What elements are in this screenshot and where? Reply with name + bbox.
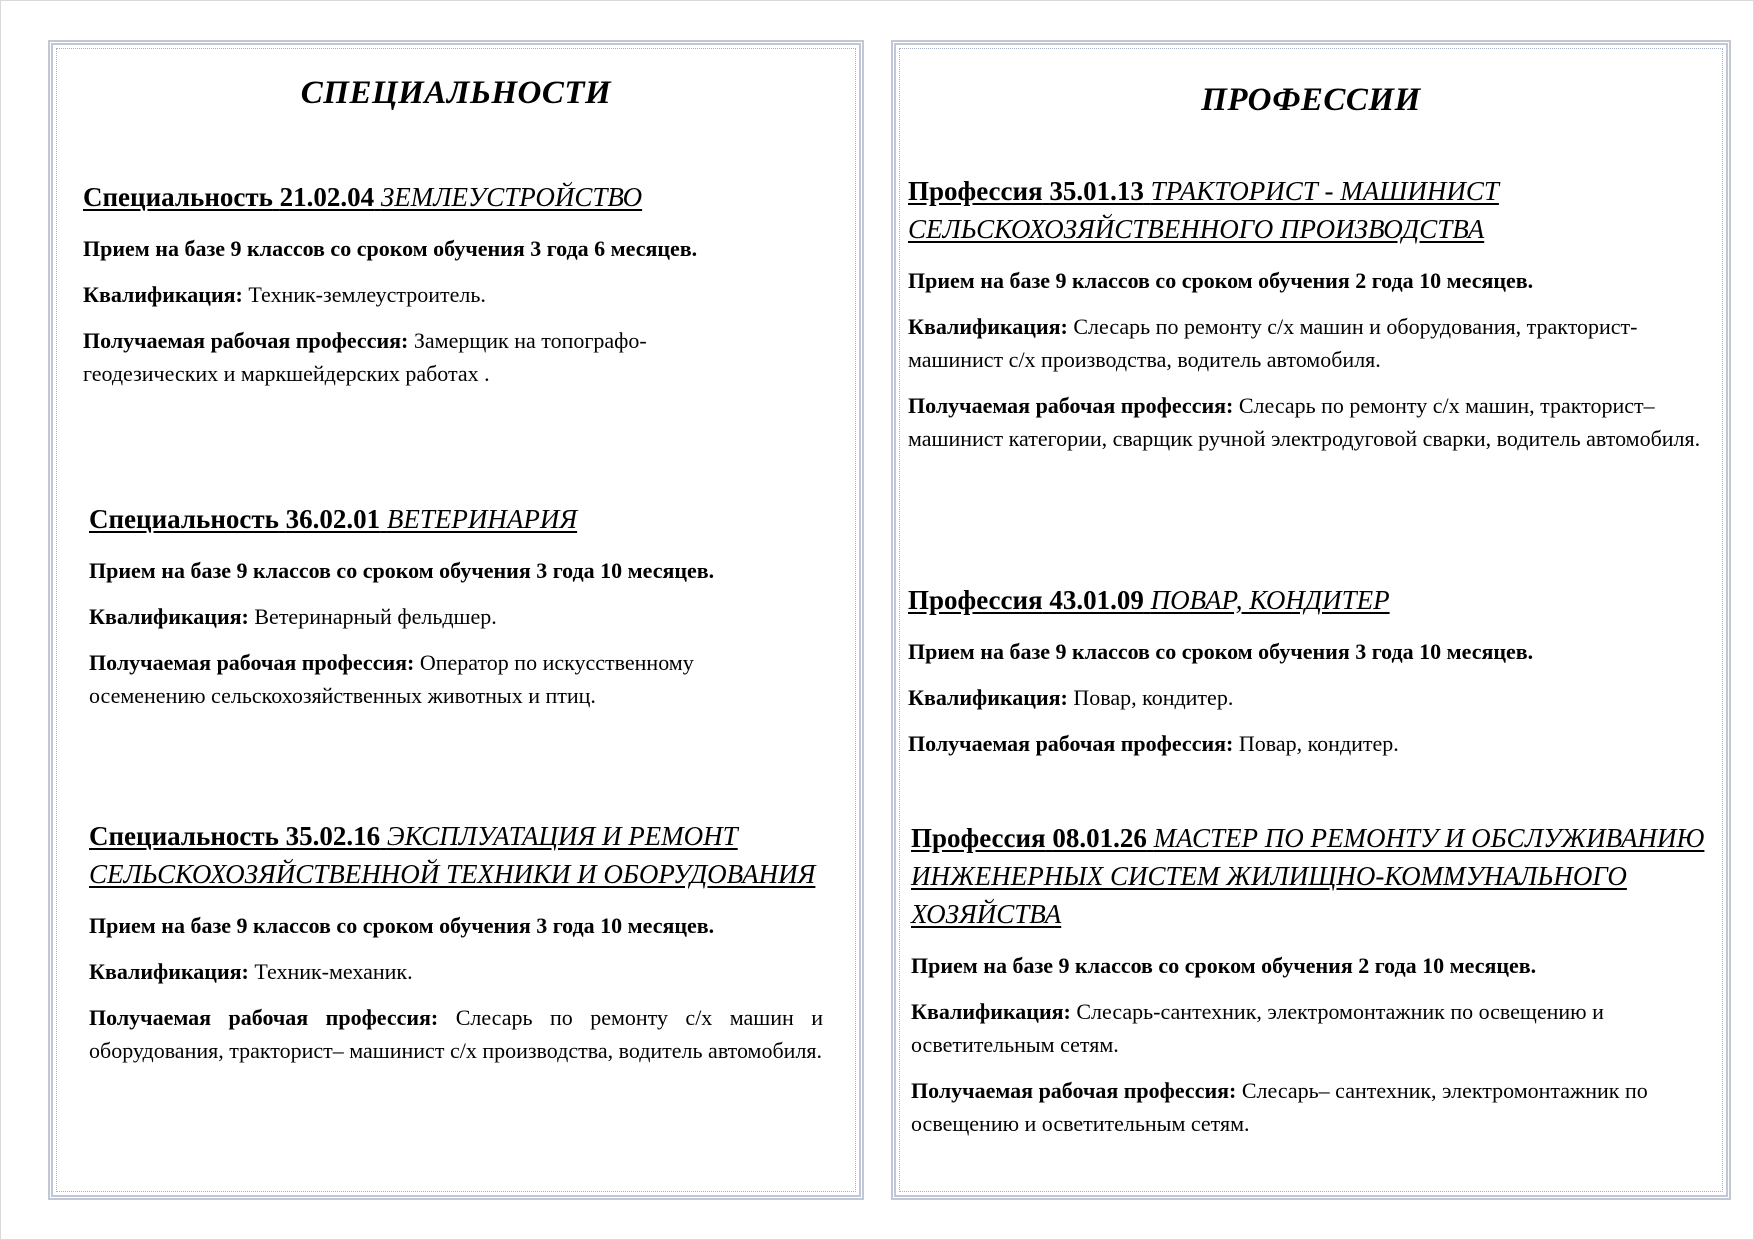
profession-heading xyxy=(908,581,1720,619)
program-name: ВЕТЕРИНАРИЯ xyxy=(386,504,578,534)
intake-text: Прием на базе 9 классов со сроком обучения 3 года 10 месяцев. xyxy=(89,913,715,938)
specialty-heading xyxy=(89,500,799,538)
profession-label: Получаемая рабочая профессия: xyxy=(89,1005,439,1030)
qualification-label: Квалификация: xyxy=(89,959,249,984)
intake-text: Прием на базе 9 классов со сроком обучения 3 года 6 месяцев. xyxy=(83,236,698,261)
qualification-line xyxy=(911,995,1721,1061)
specialties-title: СПЕЦИАЛЬНОСТИ xyxy=(300,75,612,111)
qualification-label: Квалификация: xyxy=(911,999,1071,1024)
profession-value: Повар, кондитер. xyxy=(1238,731,1399,756)
profession-line xyxy=(908,389,1720,455)
profession-line xyxy=(89,646,799,712)
profession-line xyxy=(911,1074,1721,1140)
profession-value: Слесарь по ремонту с/х машин, тракторист– машинист категории, сварщик ручной электродуговой сварки, водитель автомобиля. xyxy=(908,393,1701,451)
profession-heading xyxy=(908,172,1720,248)
specialties-panel xyxy=(48,40,864,1200)
qualification-label: Квалификация: xyxy=(89,604,249,629)
qualification-value: Слесарь по ремонту с/х машин и оборудования, тракторист-машинист с/х производства, водитель автомобиля. xyxy=(908,314,1638,372)
specialty-block xyxy=(89,500,799,725)
intake-text: Прием на базе 9 классов со сроком обучения 2 года 10 месяцев. xyxy=(911,953,1537,978)
program-kind: Специальность xyxy=(83,182,273,212)
profession-block xyxy=(911,819,1721,1153)
program-name: ТРАКТОРИСТ - МАШИНИСТ СЕЛЬСКОХОЗЯЙСТВЕННОГО ПРОИЗВОДСТВА xyxy=(908,176,1499,244)
program-kind: Профессия xyxy=(908,176,1043,206)
program-name: ПОВАР, КОНДИТЕР xyxy=(1150,585,1390,615)
profession-label: Получаемая рабочая профессия: xyxy=(911,1078,1237,1103)
qualification-label: Квалификация: xyxy=(908,314,1068,339)
profession-value: Оператор по искусственному осеменению сельскохозяйственных животных и птиц. xyxy=(89,650,694,708)
qualification-label: Квалификация: xyxy=(83,282,243,307)
program-kind: Специальность xyxy=(89,504,279,534)
qualification-line xyxy=(83,278,763,311)
profession-line xyxy=(83,324,763,390)
qualification-value: Техник-механик. xyxy=(254,959,413,984)
profession-line xyxy=(89,1001,823,1067)
profession-label: Получаемая рабочая профессия: xyxy=(83,328,409,353)
qualification-line xyxy=(908,310,1720,376)
qualification-value: Слесарь-сантехник, электромонтажник по освещению и осветительным сетям. xyxy=(911,999,1604,1057)
intake-text: Прием на базе 9 классов со сроком обучения 2 года 10 месяцев. xyxy=(908,268,1534,293)
profession-label: Получаемая рабочая профессия: xyxy=(89,650,415,675)
qualification-line xyxy=(89,600,799,633)
intake-text: Прием на базе 9 классов со сроком обучения 3 года 10 месяцев. xyxy=(908,639,1534,664)
qualification-value: Ветеринарный фельдшер. xyxy=(254,604,497,629)
profession-line xyxy=(908,727,1720,760)
professions-panel xyxy=(891,40,1731,1200)
program-code: 35.01.13 xyxy=(1049,176,1144,206)
program-code: 08.01.26 xyxy=(1052,823,1147,853)
profession-value: Слесарь по ремонту с/х машин и оборудования, тракторист– машинист с/х производства, водитель автомобиля. xyxy=(89,1005,824,1063)
program-code: 35.02.16 xyxy=(285,821,381,851)
profession-value: Замерщик на топографо-геодезических и маркшейдерских работах . xyxy=(83,328,647,386)
profession-heading xyxy=(911,819,1721,933)
qualification-label: Квалификация: xyxy=(908,685,1068,710)
qualification-value: Техник-землеустроитель. xyxy=(248,282,486,307)
qualification-value: Повар, кондитер. xyxy=(1073,685,1234,710)
program-code: 36.02.01 xyxy=(285,504,381,534)
professions-title: ПРОФЕССИИ xyxy=(1201,82,1421,118)
program-name: ЗЕМЛЕУСТРОЙСТВО xyxy=(380,182,643,212)
program-code: 21.02.04 xyxy=(279,182,375,212)
specialty-heading xyxy=(83,178,763,216)
program-code: 43.01.09 xyxy=(1049,585,1144,615)
specialty-heading xyxy=(89,817,823,893)
program-kind: Специальность xyxy=(89,821,279,851)
program-name: МАСТЕР ПО РЕМОНТУ И ОБСЛУЖИВАНИЮ ИНЖЕНЕРНЫХ СИСТЕМ ЖИЛИЩНО-КОММУНАЛЬНОГО ХОЗЯЙСТВА xyxy=(911,823,1705,929)
program-name: ЭКСПЛУАТАЦИЯ И РЕМОНТ СЕЛЬСКОХОЗЯЙСТВЕННОЙ ТЕХНИКИ И ОБОРУДОВАНИЯ xyxy=(89,821,816,889)
profession-label: Получаемая рабочая профессия: xyxy=(908,731,1234,756)
intake-text: Прием на базе 9 классов со сроком обучения 3 года 10 месяцев. xyxy=(89,558,715,583)
program-kind: Профессия xyxy=(911,823,1046,853)
profession-label: Получаемая рабочая профессия: xyxy=(908,393,1234,418)
specialty-block xyxy=(89,817,823,1080)
profession-value: Слесарь– сантехник, электромонтажник по освещению и осветительным сетям. xyxy=(911,1078,1648,1136)
profession-block xyxy=(908,172,1720,468)
qualification-line xyxy=(89,955,823,988)
profession-block xyxy=(908,581,1720,773)
program-kind: Профессия xyxy=(908,585,1043,615)
qualification-line xyxy=(908,681,1720,714)
specialty-block xyxy=(83,178,763,403)
